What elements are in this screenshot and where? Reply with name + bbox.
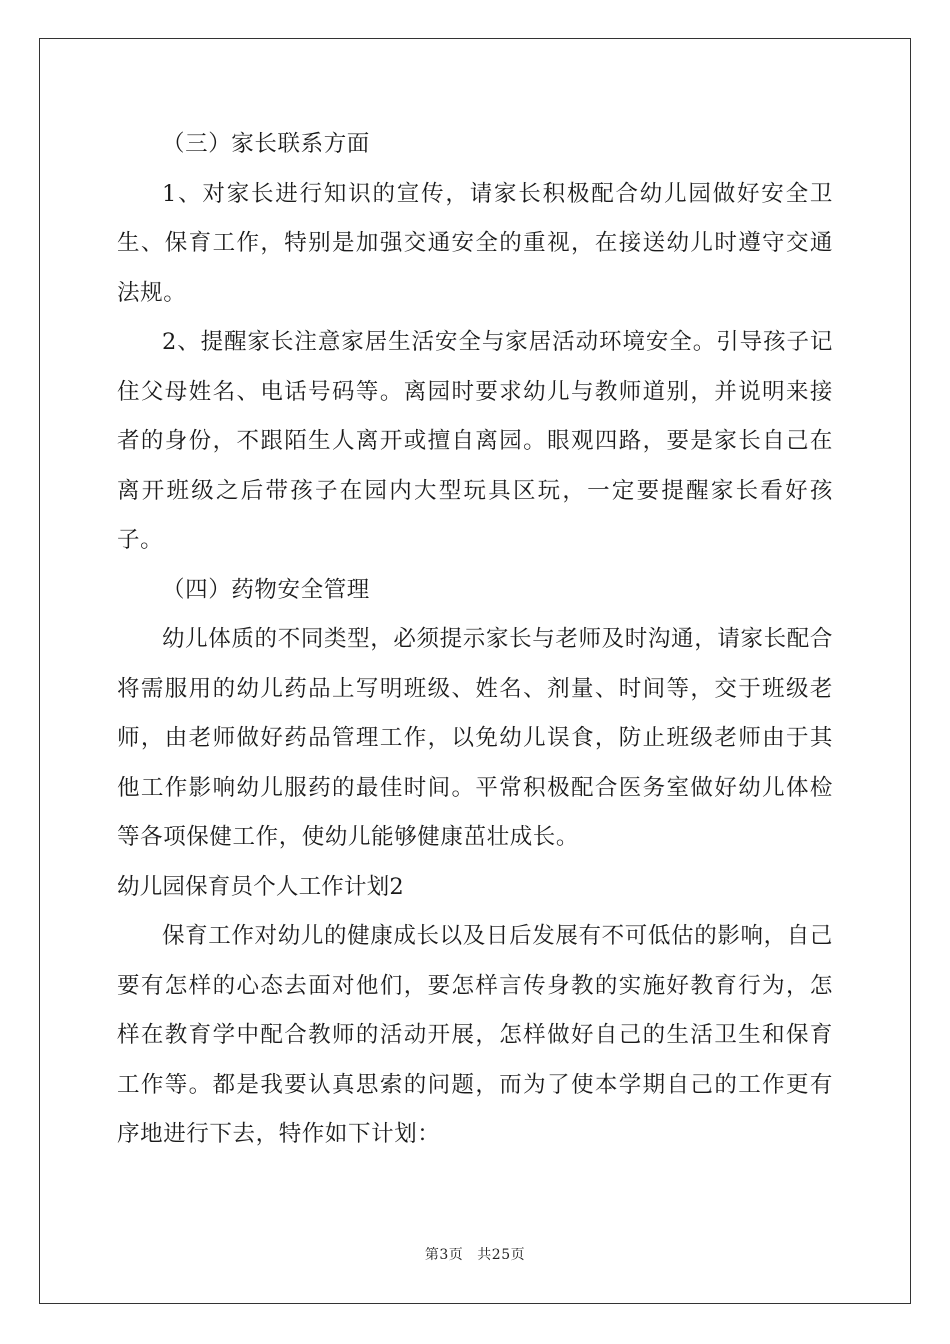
paragraph-home-safety: 2、提醒家长注意家居生活安全与家居活动环境安全。引导孩子记住父母姓名、电话号码等。离园时要求幼儿与教师道别，并说明来接者的身份，不跟陌生人离开或擅自离园。眼观四路，要是家长自己在离开班级之后带孩子在园内大型玩具区玩，一定要提醒家长看好孩子。 xyxy=(117,329,833,553)
document-title-plan-2: 幼儿园保育员个人工作计划2 xyxy=(117,873,404,900)
page-footer xyxy=(0,1244,950,1264)
page-number: 第3页 xyxy=(424,1247,464,1263)
document-body xyxy=(117,120,833,1160)
section-heading-medicine-safety: （四）药物安全管理 xyxy=(162,576,370,603)
section-heading-parent-contact: （三）家长联系方面 xyxy=(162,131,370,157)
page-total: 共25页 xyxy=(477,1247,526,1263)
paragraph-parent-publicity: 1、对家长进行知识的宣传，请家长积极配合幼儿园做好安全卫生、保育工作，特别是加强交通安全的重视，在接送幼儿时遵守交通法规。 xyxy=(117,180,833,306)
paragraph-medicine-management: 幼儿体质的不同类型，必须提示家长与老师及时沟通，请家长配合将需服用的幼儿药品上写明班级、姓名、剂量、时间等，交于班级老师，由老师做好药品管理工作，以免幼儿误食，防止班级老师由于其他工作影响幼儿服药的最佳时间。平常积极配合医务室做好幼儿体检等各项保健工作，使幼儿能够健康茁壮成长。 xyxy=(117,626,833,850)
paragraph-plan-intro: 保育工作对幼儿的健康成长以及日后发展有不可低估的影响，自己要有怎样的心态去面对他们，要怎样言传身教的实施好教育行为，怎样在教育学中配合教师的活动开展，怎样做好自己的生活卫生和保育工作等。都是我要认真思索的问题，而为了使本学期自己的工作更有序地进行下去，特作如下计划： xyxy=(117,923,833,1147)
